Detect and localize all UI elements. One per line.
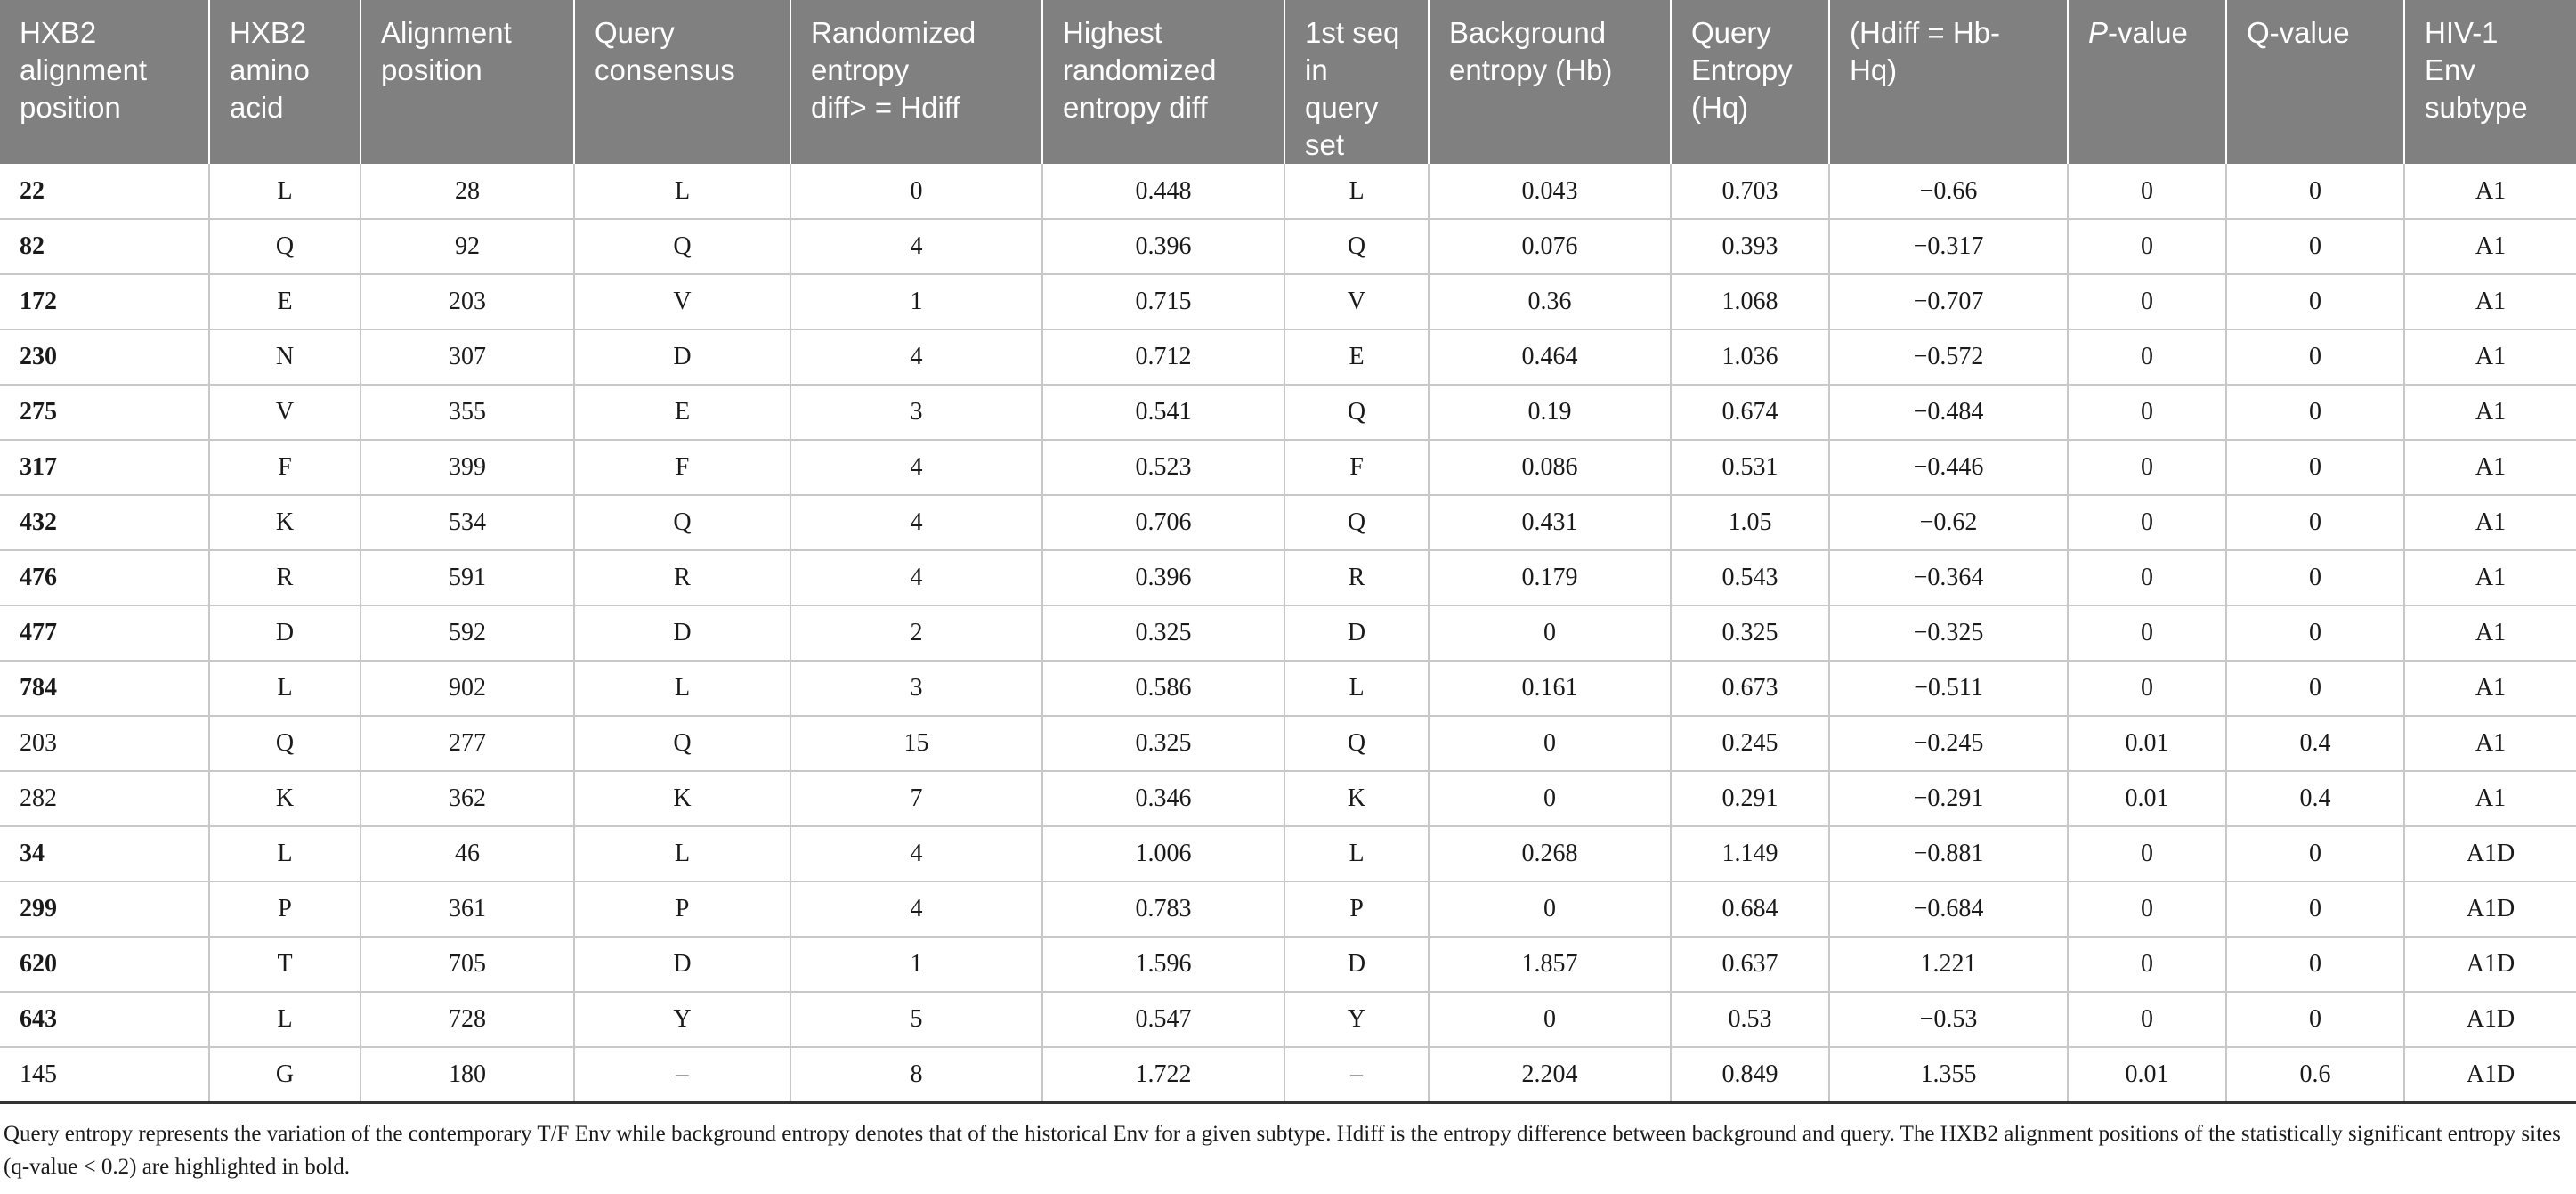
- cell-p-value: 0: [2068, 385, 2226, 440]
- cell-alignment-position: 355: [360, 385, 574, 440]
- cell-randomized-entropy-diff: 5: [790, 992, 1042, 1047]
- table-header: [0, 0, 2576, 164]
- cell-q-value: 0: [2226, 329, 2404, 385]
- cell-background-entropy: 2.204: [1429, 1047, 1671, 1102]
- table-row: [0, 164, 2576, 219]
- col-query-consensus: Query consensus: [574, 0, 790, 164]
- cell-query-consensus: E: [574, 385, 790, 440]
- cell-q-value: 0: [2226, 164, 2404, 219]
- cell-alignment-position: 399: [360, 440, 574, 495]
- cell-hxb2-position: 643: [0, 992, 209, 1047]
- cell-query-consensus: L: [574, 826, 790, 881]
- cell-p-value: 0: [2068, 881, 2226, 937]
- cell-q-value: 0: [2226, 219, 2404, 274]
- cell-hxb2-amino-acid: D: [209, 605, 360, 661]
- cell-first-seq: L: [1284, 164, 1429, 219]
- cell-query-entropy: 0.53: [1671, 992, 1829, 1047]
- cell-alignment-position: 203: [360, 274, 574, 329]
- cell-hdiff: −0.66: [1829, 164, 2068, 219]
- cell-alignment-position: 46: [360, 826, 574, 881]
- cell-hdiff: −0.291: [1829, 771, 2068, 826]
- cell-p-value: 0: [2068, 992, 2226, 1047]
- cell-highest-randomized-entropy-diff: 0.448: [1042, 164, 1284, 219]
- cell-alignment-position: 28: [360, 164, 574, 219]
- cell-randomized-entropy-diff: 8: [790, 1047, 1042, 1102]
- cell-background-entropy: 1.857: [1429, 937, 1671, 992]
- cell-query-consensus: F: [574, 440, 790, 495]
- col-hdiff: (Hdiff = Hb- Hq): [1829, 0, 2068, 164]
- cell-background-entropy: 0: [1429, 716, 1671, 771]
- cell-q-value: 0.4: [2226, 771, 2404, 826]
- cell-randomized-entropy-diff: 7: [790, 771, 1042, 826]
- cell-query-consensus: L: [574, 164, 790, 219]
- cell-p-value: 0.01: [2068, 716, 2226, 771]
- table-row: [0, 716, 2576, 771]
- cell-hxb2-position: 432: [0, 495, 209, 550]
- cell-hxb2-amino-acid: T: [209, 937, 360, 992]
- cell-highest-randomized-entropy-diff: 0.541: [1042, 385, 1284, 440]
- cell-randomized-entropy-diff: 4: [790, 329, 1042, 385]
- cell-alignment-position: 92: [360, 219, 574, 274]
- cell-p-value: 0: [2068, 164, 2226, 219]
- col-p-value: P-value: [2068, 0, 2226, 164]
- cell-q-value: 0: [2226, 826, 2404, 881]
- cell-query-entropy: 0.703: [1671, 164, 1829, 219]
- cell-hxb2-position: 317: [0, 440, 209, 495]
- cell-alignment-position: 534: [360, 495, 574, 550]
- table-row: [0, 661, 2576, 716]
- cell-hxb2-amino-acid: F: [209, 440, 360, 495]
- cell-hxb2-position: 620: [0, 937, 209, 992]
- table-row: [0, 881, 2576, 937]
- cell-first-seq: L: [1284, 826, 1429, 881]
- cell-hxb2-position: 145: [0, 1047, 209, 1102]
- cell-background-entropy: 0.161: [1429, 661, 1671, 716]
- cell-background-entropy: 0: [1429, 881, 1671, 937]
- cell-background-entropy: 0.431: [1429, 495, 1671, 550]
- cell-hxb2-position: 172: [0, 274, 209, 329]
- cell-env-subtype: A1D: [2404, 881, 2576, 937]
- cell-env-subtype: A1D: [2404, 937, 2576, 992]
- cell-first-seq: Q: [1284, 385, 1429, 440]
- cell-first-seq: E: [1284, 329, 1429, 385]
- cell-alignment-position: 277: [360, 716, 574, 771]
- cell-background-entropy: 0: [1429, 992, 1671, 1047]
- cell-env-subtype: A1: [2404, 440, 2576, 495]
- cell-query-entropy: 0.393: [1671, 219, 1829, 274]
- cell-query-entropy: 0.637: [1671, 937, 1829, 992]
- col-first-seq-in-query-set: 1st seq in query set: [1284, 0, 1429, 164]
- cell-hxb2-amino-acid: L: [209, 826, 360, 881]
- cell-hdiff: −0.707: [1829, 274, 2068, 329]
- cell-highest-randomized-entropy-diff: 0.715: [1042, 274, 1284, 329]
- cell-query-consensus: D: [574, 329, 790, 385]
- cell-query-entropy: 1.05: [1671, 495, 1829, 550]
- table-row: [0, 605, 2576, 661]
- cell-alignment-position: 591: [360, 550, 574, 605]
- cell-alignment-position: 902: [360, 661, 574, 716]
- cell-background-entropy: 0.36: [1429, 274, 1671, 329]
- cell-hxb2-position: 230: [0, 329, 209, 385]
- cell-query-entropy: 0.245: [1671, 716, 1829, 771]
- cell-env-subtype: A1: [2404, 274, 2576, 329]
- cell-query-consensus: L: [574, 661, 790, 716]
- cell-q-value: 0: [2226, 605, 2404, 661]
- cell-first-seq: K: [1284, 771, 1429, 826]
- cell-query-consensus: Y: [574, 992, 790, 1047]
- cell-hdiff: −0.325: [1829, 605, 2068, 661]
- cell-hxb2-position: 275: [0, 385, 209, 440]
- cell-p-value: 0: [2068, 440, 2226, 495]
- table-row: [0, 274, 2576, 329]
- table-row: [0, 992, 2576, 1047]
- cell-env-subtype: A1: [2404, 164, 2576, 219]
- cell-query-entropy: 0.531: [1671, 440, 1829, 495]
- cell-hdiff: −0.53: [1829, 992, 2068, 1047]
- cell-hxb2-position: 203: [0, 716, 209, 771]
- table-body: [0, 164, 2576, 1102]
- cell-first-seq: Y: [1284, 992, 1429, 1047]
- cell-hxb2-amino-acid: N: [209, 329, 360, 385]
- table-row: [0, 495, 2576, 550]
- cell-hxb2-amino-acid: P: [209, 881, 360, 937]
- cell-query-consensus: –: [574, 1047, 790, 1102]
- cell-hxb2-amino-acid: G: [209, 1047, 360, 1102]
- table-row: [0, 937, 2576, 992]
- cell-env-subtype: A1D: [2404, 826, 2576, 881]
- cell-hxb2-position: 34: [0, 826, 209, 881]
- cell-query-consensus: V: [574, 274, 790, 329]
- cell-hxb2-position: 477: [0, 605, 209, 661]
- cell-highest-randomized-entropy-diff: 0.712: [1042, 329, 1284, 385]
- cell-first-seq: Q: [1284, 219, 1429, 274]
- cell-highest-randomized-entropy-diff: 0.783: [1042, 881, 1284, 937]
- cell-randomized-entropy-diff: 4: [790, 219, 1042, 274]
- cell-hdiff: 1.221: [1829, 937, 2068, 992]
- cell-first-seq: P: [1284, 881, 1429, 937]
- cell-randomized-entropy-diff: 4: [790, 495, 1042, 550]
- cell-first-seq: V: [1284, 274, 1429, 329]
- cell-hdiff: −0.511: [1829, 661, 2068, 716]
- cell-hxb2-amino-acid: K: [209, 495, 360, 550]
- cell-p-value: 0: [2068, 550, 2226, 605]
- table-row: [0, 826, 2576, 881]
- cell-alignment-position: 361: [360, 881, 574, 937]
- cell-env-subtype: A1: [2404, 771, 2576, 826]
- cell-hxb2-position: 282: [0, 771, 209, 826]
- cell-hdiff: −0.364: [1829, 550, 2068, 605]
- cell-randomized-entropy-diff: 4: [790, 550, 1042, 605]
- cell-highest-randomized-entropy-diff: 0.586: [1042, 661, 1284, 716]
- cell-highest-randomized-entropy-diff: 0.547: [1042, 992, 1284, 1047]
- cell-hdiff: 1.355: [1829, 1047, 2068, 1102]
- table-row: [0, 440, 2576, 495]
- col-env-subtype: HIV-1 Env subtype: [2404, 0, 2576, 164]
- cell-q-value: 0.4: [2226, 716, 2404, 771]
- table-row: [0, 550, 2576, 605]
- cell-highest-randomized-entropy-diff: 0.346: [1042, 771, 1284, 826]
- cell-env-subtype: A1: [2404, 495, 2576, 550]
- cell-alignment-position: 180: [360, 1047, 574, 1102]
- cell-highest-randomized-entropy-diff: 1.596: [1042, 937, 1284, 992]
- cell-hxb2-position: 784: [0, 661, 209, 716]
- cell-env-subtype: A1: [2404, 661, 2576, 716]
- cell-q-value: 0: [2226, 440, 2404, 495]
- cell-q-value: 0: [2226, 881, 2404, 937]
- cell-hdiff: −0.245: [1829, 716, 2068, 771]
- cell-query-consensus: K: [574, 771, 790, 826]
- cell-hxb2-amino-acid: Q: [209, 716, 360, 771]
- cell-randomized-entropy-diff: 2: [790, 605, 1042, 661]
- cell-randomized-entropy-diff: 4: [790, 440, 1042, 495]
- cell-query-consensus: D: [574, 605, 790, 661]
- cell-randomized-entropy-diff: 15: [790, 716, 1042, 771]
- cell-query-entropy: 0.543: [1671, 550, 1829, 605]
- cell-first-seq: L: [1284, 661, 1429, 716]
- cell-env-subtype: A1D: [2404, 992, 2576, 1047]
- cell-hxb2-amino-acid: Q: [209, 219, 360, 274]
- cell-first-seq: Q: [1284, 716, 1429, 771]
- cell-hdiff: −0.446: [1829, 440, 2068, 495]
- cell-q-value: 0: [2226, 274, 2404, 329]
- cell-highest-randomized-entropy-diff: 0.325: [1042, 716, 1284, 771]
- cell-p-value: 0: [2068, 661, 2226, 716]
- cell-background-entropy: 0.043: [1429, 164, 1671, 219]
- cell-p-value: 0: [2068, 937, 2226, 992]
- cell-q-value: 0: [2226, 385, 2404, 440]
- cell-query-consensus: Q: [574, 716, 790, 771]
- cell-randomized-entropy-diff: 1: [790, 937, 1042, 992]
- table-row: [0, 219, 2576, 274]
- cell-first-seq: F: [1284, 440, 1429, 495]
- cell-p-value: 0: [2068, 274, 2226, 329]
- cell-alignment-position: 728: [360, 992, 574, 1047]
- cell-highest-randomized-entropy-diff: 0.396: [1042, 219, 1284, 274]
- cell-background-entropy: 0.268: [1429, 826, 1671, 881]
- cell-hxb2-position: 299: [0, 881, 209, 937]
- cell-alignment-position: 705: [360, 937, 574, 992]
- cell-q-value: 0: [2226, 937, 2404, 992]
- cell-query-entropy: 1.068: [1671, 274, 1829, 329]
- cell-query-consensus: P: [574, 881, 790, 937]
- cell-background-entropy: 0.086: [1429, 440, 1671, 495]
- col-query-entropy: Query Entropy (Hq): [1671, 0, 1829, 164]
- cell-hxb2-amino-acid: R: [209, 550, 360, 605]
- cell-query-consensus: D: [574, 937, 790, 992]
- cell-env-subtype: A1: [2404, 716, 2576, 771]
- cell-query-consensus: Q: [574, 495, 790, 550]
- cell-hdiff: −0.62: [1829, 495, 2068, 550]
- cell-first-seq: D: [1284, 937, 1429, 992]
- cell-highest-randomized-entropy-diff: 0.325: [1042, 605, 1284, 661]
- cell-first-seq: D: [1284, 605, 1429, 661]
- cell-query-entropy: 0.325: [1671, 605, 1829, 661]
- cell-alignment-position: 307: [360, 329, 574, 385]
- col-randomized-entropy-diff: Randomized entropy diff> = Hdiff: [790, 0, 1042, 164]
- cell-query-consensus: Q: [574, 219, 790, 274]
- cell-first-seq: R: [1284, 550, 1429, 605]
- cell-hxb2-amino-acid: K: [209, 771, 360, 826]
- cell-env-subtype: A1: [2404, 385, 2576, 440]
- cell-hdiff: −0.881: [1829, 826, 2068, 881]
- cell-highest-randomized-entropy-diff: 1.722: [1042, 1047, 1284, 1102]
- cell-query-entropy: 0.291: [1671, 771, 1829, 826]
- cell-hxb2-amino-acid: L: [209, 164, 360, 219]
- cell-randomized-entropy-diff: 4: [790, 826, 1042, 881]
- col-hxb2-alignment-position: HXB2 alignment position: [0, 0, 209, 164]
- cell-highest-randomized-entropy-diff: 0.706: [1042, 495, 1284, 550]
- table-row: [0, 1047, 2576, 1102]
- table-footnote: Query entropy represents the variation of the contemporary T/F Env while background entropy denotes that of the historical Env for a given subtype. Hdiff is the entropy difference between background and query. The HXB2 alignment positions of the statistically significant entropy sites (q-value < 0.2) are highlighted in bold.: [4, 1122, 2561, 1179]
- cell-query-entropy: 0.673: [1671, 661, 1829, 716]
- col-background-entropy: Background entropy (Hb): [1429, 0, 1671, 164]
- cell-hxb2-position: 22: [0, 164, 209, 219]
- cell-p-value: 0: [2068, 329, 2226, 385]
- cell-hdiff: −0.317: [1829, 219, 2068, 274]
- cell-randomized-entropy-diff: 3: [790, 661, 1042, 716]
- cell-background-entropy: 0.179: [1429, 550, 1671, 605]
- cell-hxb2-amino-acid: L: [209, 661, 360, 716]
- cell-hxb2-amino-acid: V: [209, 385, 360, 440]
- cell-hdiff: −0.484: [1829, 385, 2068, 440]
- cell-env-subtype: A1: [2404, 605, 2576, 661]
- cell-first-seq: –: [1284, 1047, 1429, 1102]
- cell-p-value: 0.01: [2068, 771, 2226, 826]
- col-q-value: Q-value: [2226, 0, 2404, 164]
- cell-p-value: 0: [2068, 826, 2226, 881]
- cell-query-entropy: 1.149: [1671, 826, 1829, 881]
- cell-query-entropy: 0.684: [1671, 881, 1829, 937]
- cell-hxb2-amino-acid: L: [209, 992, 360, 1047]
- cell-hxb2-amino-acid: E: [209, 274, 360, 329]
- cell-q-value: 0.6: [2226, 1047, 2404, 1102]
- cell-background-entropy: 0: [1429, 605, 1671, 661]
- cell-env-subtype: A1: [2404, 219, 2576, 274]
- cell-highest-randomized-entropy-diff: 1.006: [1042, 826, 1284, 881]
- cell-randomized-entropy-diff: 3: [790, 385, 1042, 440]
- cell-env-subtype: A1D: [2404, 1047, 2576, 1102]
- cell-randomized-entropy-diff: 4: [790, 881, 1042, 937]
- cell-query-consensus: R: [574, 550, 790, 605]
- table-row: [0, 329, 2576, 385]
- cell-randomized-entropy-diff: 0: [790, 164, 1042, 219]
- cell-query-entropy: 1.036: [1671, 329, 1829, 385]
- col-alignment-position: Alignment position: [360, 0, 574, 164]
- cell-env-subtype: A1: [2404, 329, 2576, 385]
- cell-env-subtype: A1: [2404, 550, 2576, 605]
- cell-alignment-position: 592: [360, 605, 574, 661]
- cell-highest-randomized-entropy-diff: 0.396: [1042, 550, 1284, 605]
- cell-p-value: 0: [2068, 219, 2226, 274]
- table-row: [0, 385, 2576, 440]
- cell-q-value: 0: [2226, 992, 2404, 1047]
- cell-p-value: 0: [2068, 605, 2226, 661]
- cell-highest-randomized-entropy-diff: 0.523: [1042, 440, 1284, 495]
- col-highest-randomized-entropy-diff: Highest randomized entropy diff: [1042, 0, 1284, 164]
- cell-query-entropy: 0.674: [1671, 385, 1829, 440]
- cell-background-entropy: 0.076: [1429, 219, 1671, 274]
- cell-hxb2-position: 82: [0, 219, 209, 274]
- cell-background-entropy: 0.19: [1429, 385, 1671, 440]
- cell-p-value: 0.01: [2068, 1047, 2226, 1102]
- cell-q-value: 0: [2226, 550, 2404, 605]
- cell-hdiff: −0.684: [1829, 881, 2068, 937]
- cell-alignment-position: 362: [360, 771, 574, 826]
- col-hxb2-amino-acid: HXB2 amino acid: [209, 0, 360, 164]
- cell-background-entropy: 0.464: [1429, 329, 1671, 385]
- header-row: [0, 0, 2576, 164]
- cell-q-value: 0: [2226, 495, 2404, 550]
- cell-query-entropy: 0.849: [1671, 1047, 1829, 1102]
- cell-hdiff: −0.572: [1829, 329, 2068, 385]
- cell-background-entropy: 0: [1429, 771, 1671, 826]
- cell-hxb2-position: 476: [0, 550, 209, 605]
- cell-p-value: 0: [2068, 495, 2226, 550]
- cell-first-seq: Q: [1284, 495, 1429, 550]
- cell-randomized-entropy-diff: 1: [790, 274, 1042, 329]
- table-row: [0, 771, 2576, 826]
- cell-q-value: 0: [2226, 661, 2404, 716]
- p-italic: P: [2088, 16, 2109, 49]
